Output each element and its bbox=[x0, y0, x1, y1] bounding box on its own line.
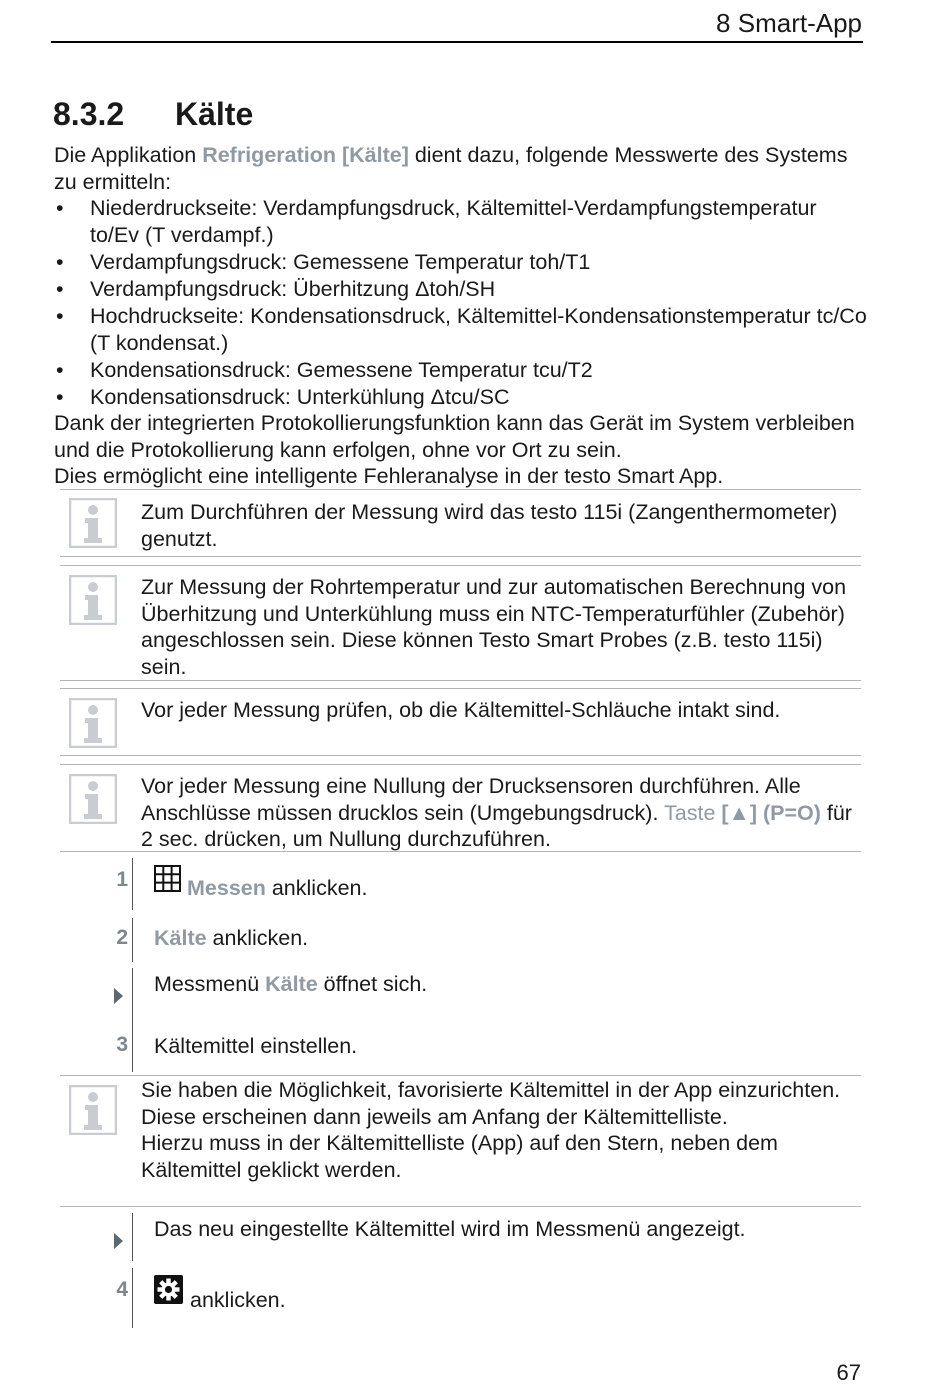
step-2 bbox=[100, 918, 860, 962]
intro-text-post: dient dazu, folgende Messwerte des Systems zu ermitteln: bbox=[54, 143, 848, 194]
app-name-highlight: Refrigeration [Kälte] bbox=[202, 143, 409, 167]
header-rule bbox=[51, 41, 863, 43]
step-text bbox=[154, 925, 308, 952]
step-divider bbox=[132, 968, 133, 1028]
step-number: 4 bbox=[116, 1278, 128, 1301]
step-action: anklicken. bbox=[265, 876, 368, 900]
step-number: 2 bbox=[116, 926, 128, 949]
info-icon bbox=[69, 774, 117, 824]
list-item: • Kondensationsdruck: Gemessene Temperatur tcu/T2 bbox=[54, 357, 869, 384]
result-arrow-icon bbox=[114, 988, 123, 1004]
info-note-5 bbox=[60, 1075, 861, 1207]
info-note-3 bbox=[60, 688, 861, 756]
step-4 bbox=[100, 1268, 860, 1328]
info-icon bbox=[69, 575, 117, 625]
info-note-2 bbox=[60, 565, 861, 681]
info-icon bbox=[69, 698, 117, 748]
result-2 bbox=[100, 1213, 860, 1261]
list-item: • Kondensationsdruck: Unterkühlung Δtcu/SC bbox=[54, 384, 869, 411]
step-divider bbox=[132, 1024, 133, 1072]
list-item: • Niederdruckseite: Verdampfungsdruck, Kältemittel-Verdampfungstemperatur to/Ev (T verdampf.) bbox=[54, 195, 869, 249]
list-item: • Verdampfungsdruck: Überhitzung Δtoh/SH bbox=[54, 276, 869, 303]
step-3 bbox=[100, 1024, 860, 1072]
info-icon bbox=[69, 498, 117, 548]
note-text: Vor jeder Messung prüfen, ob die Kältemittel-Schläuche intakt sind. bbox=[141, 698, 781, 722]
step-divider bbox=[132, 858, 133, 910]
step-action: anklicken. bbox=[190, 1288, 286, 1312]
note-text: Zum Durchführen der Messung wird das testo 115i (Zangenthermometer) genutzt. bbox=[141, 500, 838, 551]
kaelte-menu-label: Kälte bbox=[265, 972, 318, 996]
result-1 bbox=[100, 968, 860, 1028]
section-title: Kälte bbox=[175, 96, 254, 132]
step-number: 1 bbox=[116, 868, 128, 891]
step-number: 3 bbox=[116, 1033, 128, 1056]
key-label: Taste bbox=[664, 800, 722, 825]
messen-label[interactable]: Messen bbox=[187, 876, 266, 900]
kaelte-label[interactable]: Kälte bbox=[154, 926, 207, 950]
intro-text-pre: Die Applikation bbox=[54, 143, 203, 167]
step-divider bbox=[132, 1213, 133, 1261]
list-item: • Hochdruckseite: Kondensationsdruck, Kältemittel-Kondensationstemperatur tc/Co (T kondensat.) bbox=[54, 303, 869, 357]
note-line: Sie haben die Möglichkeit, favorisierte Kältemittel in der App einzurichten. Diese erscheinen dann jeweils am Anfang der Kältemittelliste. bbox=[141, 1078, 841, 1129]
note-text: Zur Messung der Rohrtemperatur und zur automatischen Berechnung von Überhitzung und Unterkühlung muss ein NTC-Temperaturfühler (Zubehör) angeschlossen sein. Diese können Testo Smart Probes (z.B. testo 115i) sein. bbox=[141, 575, 847, 679]
list-item: • Verdampfungsdruck: Gemessene Temperatur toh/T1 bbox=[54, 249, 869, 276]
result-post: öffnet sich. bbox=[317, 972, 428, 996]
outro-paragraph bbox=[54, 410, 869, 490]
chapter-header: 8 Smart-App bbox=[716, 8, 862, 38]
page-number: 67 bbox=[836, 1360, 861, 1385]
result-arrow-icon bbox=[114, 1233, 123, 1249]
info-note-4 bbox=[60, 764, 861, 852]
step-divider bbox=[132, 1268, 133, 1328]
note-text bbox=[141, 1077, 866, 1183]
step-action: anklicken. bbox=[206, 926, 309, 950]
step-text bbox=[154, 875, 367, 902]
step-text bbox=[154, 1287, 286, 1314]
note-line: Hierzu muss in der Kältemittelliste (App) auf den Stern, neben dem Kältemittel geklickt werden. bbox=[141, 1131, 778, 1182]
outro-line: Dies ermöglicht eine intelligente Fehleranalyse in der testo Smart App. bbox=[54, 464, 724, 488]
result-text bbox=[154, 971, 427, 998]
step-text: Kältemittel einstellen. bbox=[154, 1034, 358, 1058]
result-text: Das neu eingestellte Kältemittel wird im Messmenü angezeigt. bbox=[154, 1217, 746, 1241]
intro-paragraph bbox=[54, 142, 869, 195]
result-pre: Messmenü bbox=[154, 972, 266, 996]
key-highlight: [▲] (P=O) bbox=[721, 800, 821, 825]
note-text bbox=[141, 773, 866, 853]
section-number: 8.3.2 bbox=[53, 96, 125, 132]
note-text-pre: Vor jeder Messung eine Nullung der Drucksensoren durchführen. Alle Anschlüsse müssen drucklos sein (Umgebungsdruck). bbox=[141, 774, 801, 825]
gear-icon[interactable] bbox=[154, 1275, 183, 1304]
step-divider bbox=[132, 918, 133, 962]
outro-line: Dank der integrierten Protokollierungsfunktion kann das Gerät im System verbleiben und die Protokollierung kann erfolgen, ohne vor Ort zu sein. bbox=[54, 411, 855, 462]
step-1 bbox=[100, 858, 860, 910]
info-icon bbox=[69, 1085, 117, 1135]
note-text-post: für 2 sec. drücken, um Nullung durchzuführen. bbox=[141, 800, 852, 851]
measurement-list bbox=[54, 195, 869, 411]
info-note-1 bbox=[60, 489, 861, 557]
grid-icon[interactable] bbox=[154, 865, 181, 892]
